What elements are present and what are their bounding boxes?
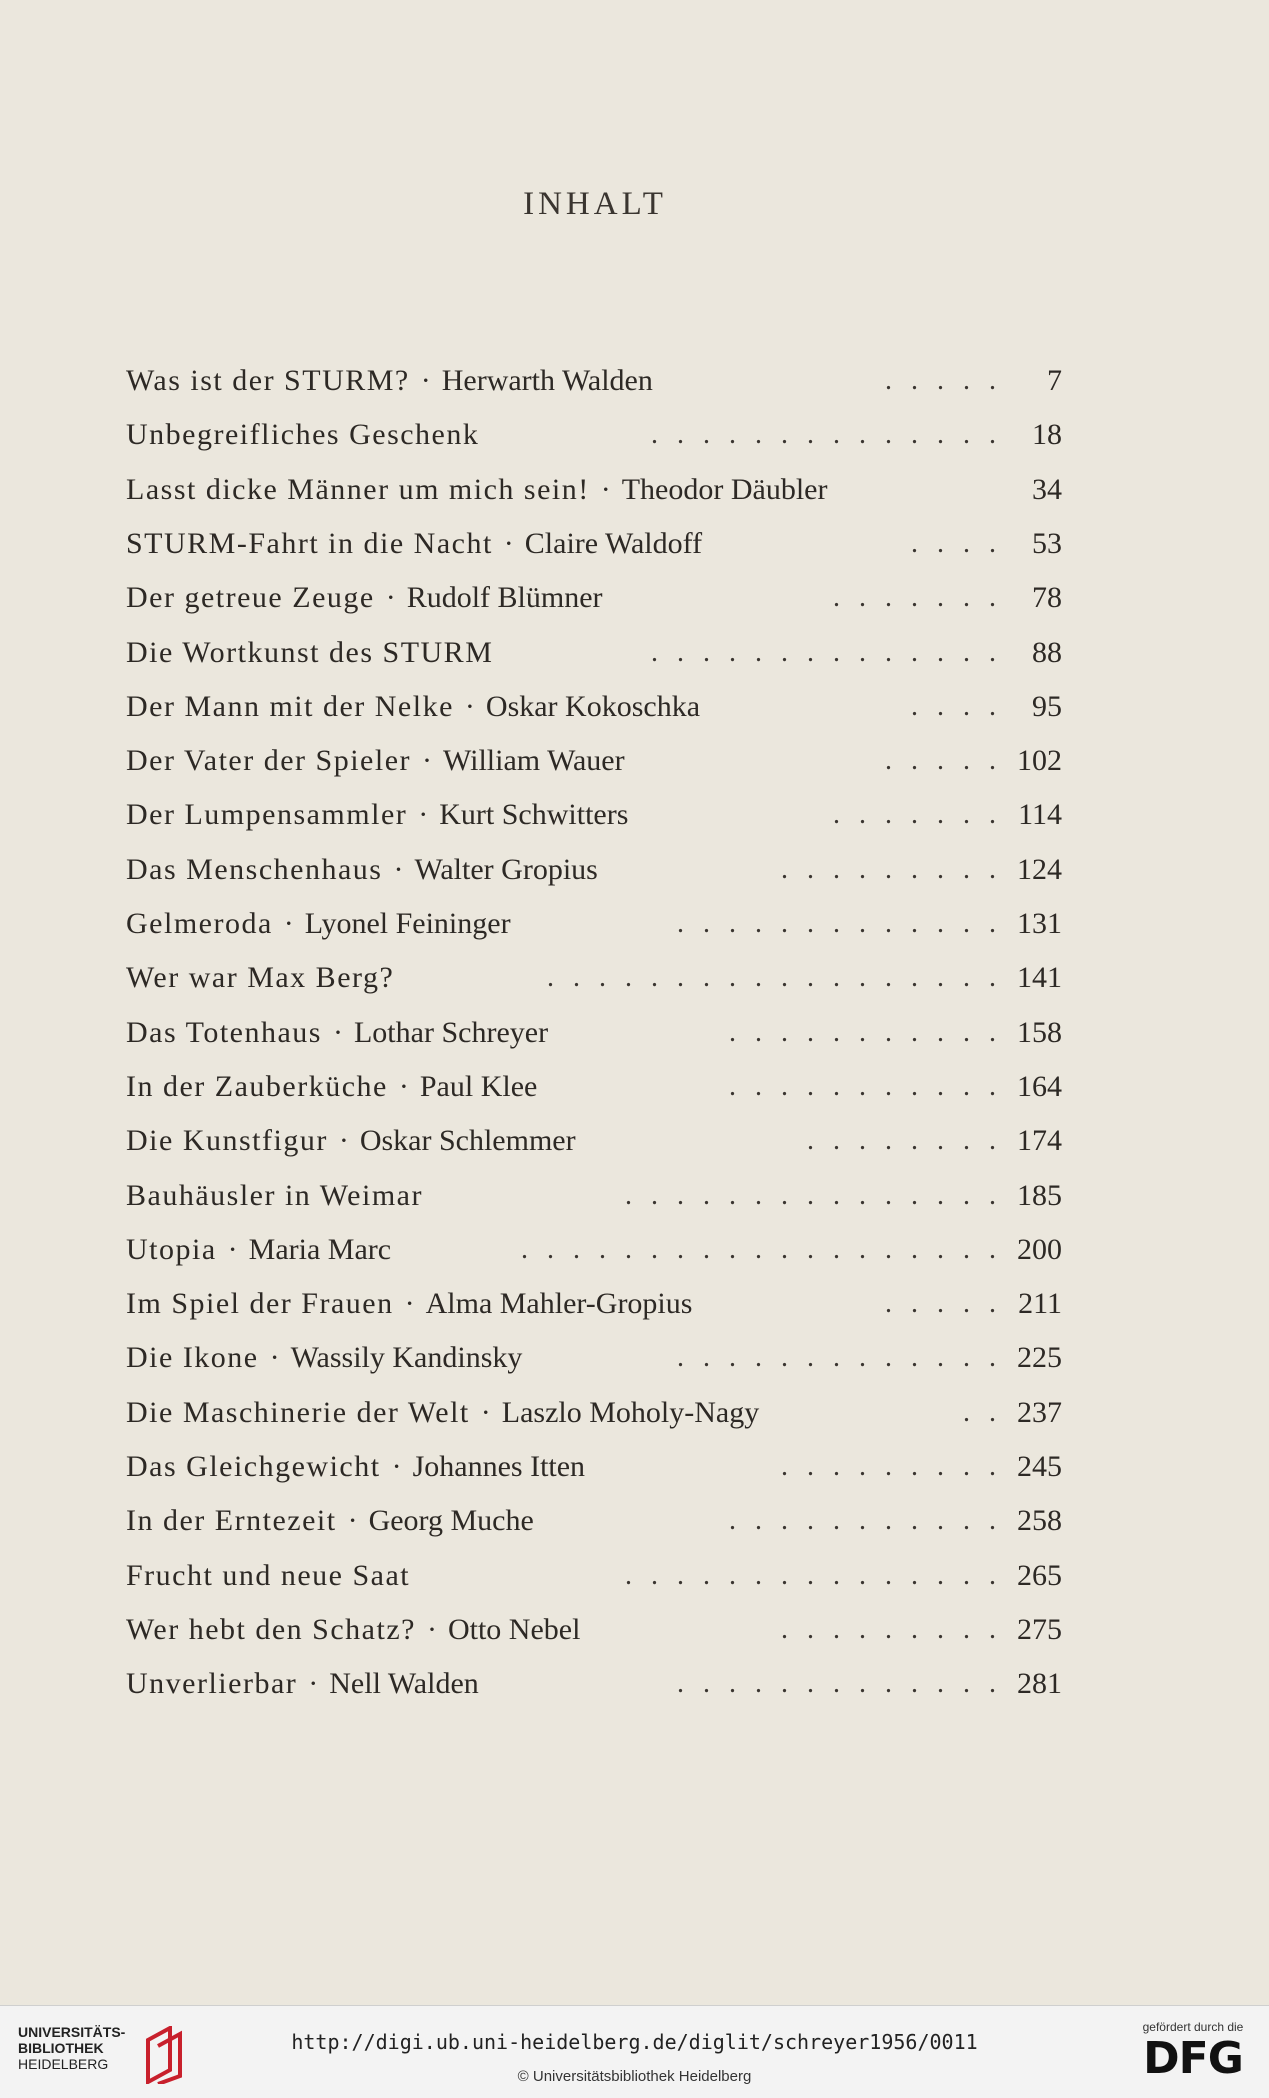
toc-entry-author: Johannes Itten	[412, 1450, 586, 1483]
toc-entry-title: Die Maschinerie der Welt	[126, 1395, 470, 1429]
toc-entry-leader-dots: . . . . .	[885, 365, 1002, 396]
toc-entry-author: Kurt Schwitters	[439, 798, 629, 832]
toc-entry-page-number: 225	[1017, 1341, 1062, 1375]
toc-entry-page-number: 174	[1017, 1124, 1062, 1158]
toc-entry-title: Der getreue Zeuge	[126, 581, 375, 615]
toc-entry-title: Wer hebt den Schatz?	[126, 1612, 416, 1646]
toc-entry	[0, 1118, 1269, 1172]
toc-entry-separator: ·	[420, 364, 431, 397]
toc-entry-leader-dots: . . . . . . . . . . . . . . . . . .	[547, 962, 1002, 994]
toc-entry-separator: ·	[398, 1069, 409, 1103]
toc-entry-author: Paul Klee	[419, 1069, 538, 1103]
toc-entry-title: Lasst dicke Männer um mich sein!	[126, 472, 590, 506]
toc-entry-title: Das Totenhaus	[126, 1015, 322, 1049]
toc-entry-leader-dots: . . . . . . .	[833, 582, 1002, 614]
toc-entry-leader-dots: . . . . . . . . . . . . . .	[651, 636, 1002, 668]
toc-entry-text	[126, 738, 1006, 784]
toc-entry-title: Unbegreifliches Geschenk	[126, 418, 480, 452]
copyright-notice: © Universitätsbibliothek Heidelberg	[517, 2068, 752, 2085]
toc-entry-page-number: 281	[1017, 1667, 1062, 1701]
toc-entry-title: Die Wortkunst des STURM	[126, 635, 494, 669]
toc-entry-page-number: 245	[1017, 1450, 1062, 1483]
toc-entry-page-number: 164	[1017, 1069, 1062, 1103]
toc-entry-page-number: 211	[1018, 1287, 1062, 1321]
toc-entry-page-number: 131	[1017, 907, 1062, 940]
toc-entry-title: Der Mann mit der Nelke	[126, 689, 454, 723]
toc-entry	[0, 1390, 1269, 1444]
toc-entry	[0, 955, 1269, 1009]
toc-entry	[0, 1010, 1269, 1064]
toc-entry-leader-dots: . . . . .	[885, 745, 1002, 777]
toc-entry-leader-dots: . . . . . . . . . . . . . . .	[625, 1559, 1002, 1591]
toc-entry-title: Bauhäusler in Weimar	[126, 1178, 423, 1212]
toc-entry-separator: ·	[600, 472, 611, 506]
toc-entry-leader-dots: . . . . . . . . .	[781, 1613, 1002, 1645]
toc-entry-page-number: 258	[1017, 1504, 1062, 1538]
toc-entry-separator: ·	[338, 1124, 349, 1158]
dfg-funding-logo[interactable]	[1128, 2020, 1258, 2090]
toc-entry-leader-dots: . . . . . . . . .	[781, 1451, 1002, 1482]
toc-entry-page-number: 141	[1017, 961, 1062, 995]
toc-entry-separator: ·	[269, 1341, 280, 1375]
toc-entry-separator: ·	[464, 689, 475, 723]
viewer-footer	[0, 2005, 1269, 2098]
toc-entry-separator: ·	[393, 852, 404, 886]
toc-entry-separator: ·	[283, 907, 294, 940]
toc-entry-leader-dots: . . . . . . .	[833, 799, 1002, 831]
permalink-url[interactable]: http://digi.ub.uni-heidelberg.de/diglit/schreyer1956/0011	[291, 2030, 978, 2054]
toc-entry-separator: ·	[391, 1450, 402, 1483]
toc-entry-title: Gelmeroda	[126, 907, 273, 940]
toc-entry-text	[126, 358, 1006, 404]
toc-entry-leader-dots: . . . . . . . . . . .	[729, 1505, 1002, 1537]
toc-entry-page-number: 34	[1032, 472, 1062, 506]
toc-entry-page-number: 185	[1017, 1178, 1062, 1212]
toc-entry-page-number: 53	[1032, 526, 1062, 560]
toc-entry-page-number: 78	[1032, 581, 1062, 615]
toc-entry-separator: ·	[480, 1395, 491, 1429]
toc-entry-page-number: 200	[1017, 1232, 1062, 1266]
toc-entry-title: Der Lumpensammler	[126, 798, 408, 832]
toc-entry-leader-dots: . . . . . . . . . . . . . . .	[625, 1179, 1002, 1211]
toc-entry	[0, 1281, 1269, 1335]
toc-entry-page-number: 18	[1032, 418, 1062, 452]
toc-entry-title: Frucht und neue Saat	[126, 1558, 411, 1592]
toc-entry-title: Wer war Max Berg?	[126, 961, 395, 995]
toc-entry-title: Die Kunstfigur	[126, 1124, 328, 1158]
toc-entry-title: Utopia	[126, 1232, 217, 1266]
toc-entry-leader-dots: . . . .	[911, 527, 1002, 559]
toc-entry-page-number: 265	[1017, 1558, 1062, 1592]
toc-entry-author: Alma Mahler-Gropius	[425, 1287, 693, 1321]
toc-entry	[0, 1064, 1269, 1118]
toc-entry-author: Lyonel Feininger	[304, 907, 511, 940]
toc-entry	[0, 1498, 1269, 1552]
toc-entry-title: STURM-Fahrt in die Nacht	[126, 526, 493, 560]
toc-entry-page-number: 102	[1017, 744, 1062, 778]
toc-entry-title: Das Menschenhaus	[126, 852, 383, 886]
toc-entry-author: Maria Marc	[248, 1232, 392, 1266]
toc-entry-page-number: 88	[1032, 635, 1062, 669]
toc-entry-separator: ·	[227, 1232, 238, 1266]
toc-entry	[0, 1227, 1269, 1281]
page-title: INHALT	[523, 186, 667, 222]
toc-entry-author: Herwarth Walden	[441, 364, 653, 397]
toc-entry	[0, 1335, 1269, 1389]
toc-entry-page-number: 237	[1017, 1395, 1062, 1429]
toc-entry	[0, 1553, 1269, 1607]
toc-entry-author: William Wauer	[443, 744, 625, 778]
toc-entry-page-number: 95	[1032, 689, 1062, 723]
toc-entry-author: Nell Walden	[329, 1667, 479, 1701]
library-name-line3: HEIDELBERG	[18, 2056, 109, 2072]
toc-entry	[0, 1661, 1269, 1715]
toc-entry-separator: ·	[404, 1287, 415, 1321]
toc-entry-separator: ·	[503, 526, 514, 560]
toc-entry-leader-dots: . . . . . . . . . . . . . .	[651, 419, 1002, 451]
toc-entry-text	[126, 684, 1006, 730]
toc-entry-separator: ·	[422, 744, 433, 778]
library-name-line2: BIBLIOTHEK	[18, 2040, 104, 2056]
toc-entry-page-number: 114	[1018, 798, 1062, 832]
toc-entry-author: Georg Muche	[368, 1504, 534, 1538]
toc-entry-leader-dots: . . . .	[911, 690, 1002, 722]
toc-entry-leader-dots: . .	[963, 1396, 1002, 1428]
toc-entry	[0, 575, 1269, 629]
toc-entry-text	[126, 1390, 1006, 1436]
toc-entry-title: Unverlierbar	[126, 1667, 298, 1701]
toc-entry-author: Rudolf Blümner	[406, 581, 603, 615]
toc-entry-author: Claire Waldoff	[524, 526, 703, 560]
toc-entry-title: Im Spiel der Frauen	[126, 1287, 394, 1321]
toc-entry-title: Die Ikone	[126, 1341, 259, 1375]
toc-entry-leader-dots: . . . . . . . . . . . . . . . . . . .	[521, 1233, 1002, 1265]
toc-entry-author: Walter Gropius	[414, 852, 598, 886]
toc-entry	[0, 467, 1269, 521]
toc-entry-leader-dots: . . . . . . . . .	[781, 853, 1002, 885]
toc-entry-title: Das Gleichgewicht	[126, 1450, 381, 1483]
toc-entry-author: Oskar Kokoschka	[485, 689, 701, 723]
toc-entry	[0, 738, 1269, 792]
toc-entry	[0, 1607, 1269, 1661]
toc-entry-author: Otto Nebel	[447, 1612, 581, 1646]
toc-entry-title: In der Zauberküche	[126, 1069, 388, 1103]
toc-entry-author: Wassily Kandinsky	[290, 1341, 523, 1375]
toc-entry-text	[126, 467, 1006, 513]
toc-entry	[0, 847, 1269, 901]
toc-entry-text	[126, 521, 1006, 567]
toc-entry-title: Der Vater der Spieler	[126, 744, 412, 778]
toc-entry-leader-dots: . . . . . . . . . . . . .	[677, 1668, 1002, 1700]
toc-entry-author: Laszlo Moholy-Nagy	[501, 1395, 760, 1429]
toc-entry	[0, 521, 1269, 575]
toc-entry-leader-dots: . . . . . . . . . . .	[729, 1016, 1002, 1048]
toc-entry-separator: ·	[347, 1504, 358, 1538]
toc-entry-leader-dots: . . . . . . . . . . . . .	[677, 1342, 1002, 1374]
toc-entry-separator: ·	[418, 798, 429, 832]
toc-entry-separator: ·	[426, 1612, 437, 1646]
toc-entry-separator: ·	[385, 581, 396, 615]
library-name-line1: UNIVERSITÄTS-	[18, 2024, 126, 2040]
toc-entry	[0, 901, 1269, 955]
toc-entry-title: Was ist der STURM?	[126, 364, 410, 397]
toc-entry	[0, 792, 1269, 846]
toc-entry-page-number: 7	[1047, 364, 1062, 397]
toc-entry-page-number: 124	[1017, 852, 1062, 886]
toc-entry-author: Oskar Schlemmer	[359, 1124, 576, 1158]
dfg-logo-text: DFG	[1143, 2033, 1243, 2084]
toc-entry-author: Theodor Däubler	[621, 472, 828, 506]
toc-entry-leader-dots: . . . . . . . .	[807, 1125, 1002, 1157]
toc-entry	[0, 630, 1269, 684]
toc-entry	[0, 684, 1269, 738]
toc-entry-leader-dots: . . . . . . . . . . . . .	[677, 908, 1002, 939]
toc-entry	[0, 1173, 1269, 1227]
toc-entry	[0, 412, 1269, 466]
toc-entry-leader-dots: . . . . .	[885, 1288, 1002, 1320]
toc-entry-text	[126, 1281, 1006, 1327]
toc-entry-separator: ·	[308, 1667, 319, 1701]
toc-entry-page-number: 158	[1017, 1015, 1062, 1049]
toc-entry-leader-dots: . . . . . . . . . . .	[729, 1070, 1002, 1102]
toc-entry-separator: ·	[332, 1015, 343, 1049]
toc-entry	[0, 1444, 1269, 1498]
toc-entry	[0, 358, 1269, 412]
toc-entry-title: In der Erntezeit	[126, 1504, 337, 1538]
toc-entry-author: Lothar Schreyer	[353, 1015, 549, 1049]
toc-entry-page-number: 275	[1017, 1612, 1062, 1646]
funding-caption: gefördert durch die	[1142, 2020, 1244, 2034]
